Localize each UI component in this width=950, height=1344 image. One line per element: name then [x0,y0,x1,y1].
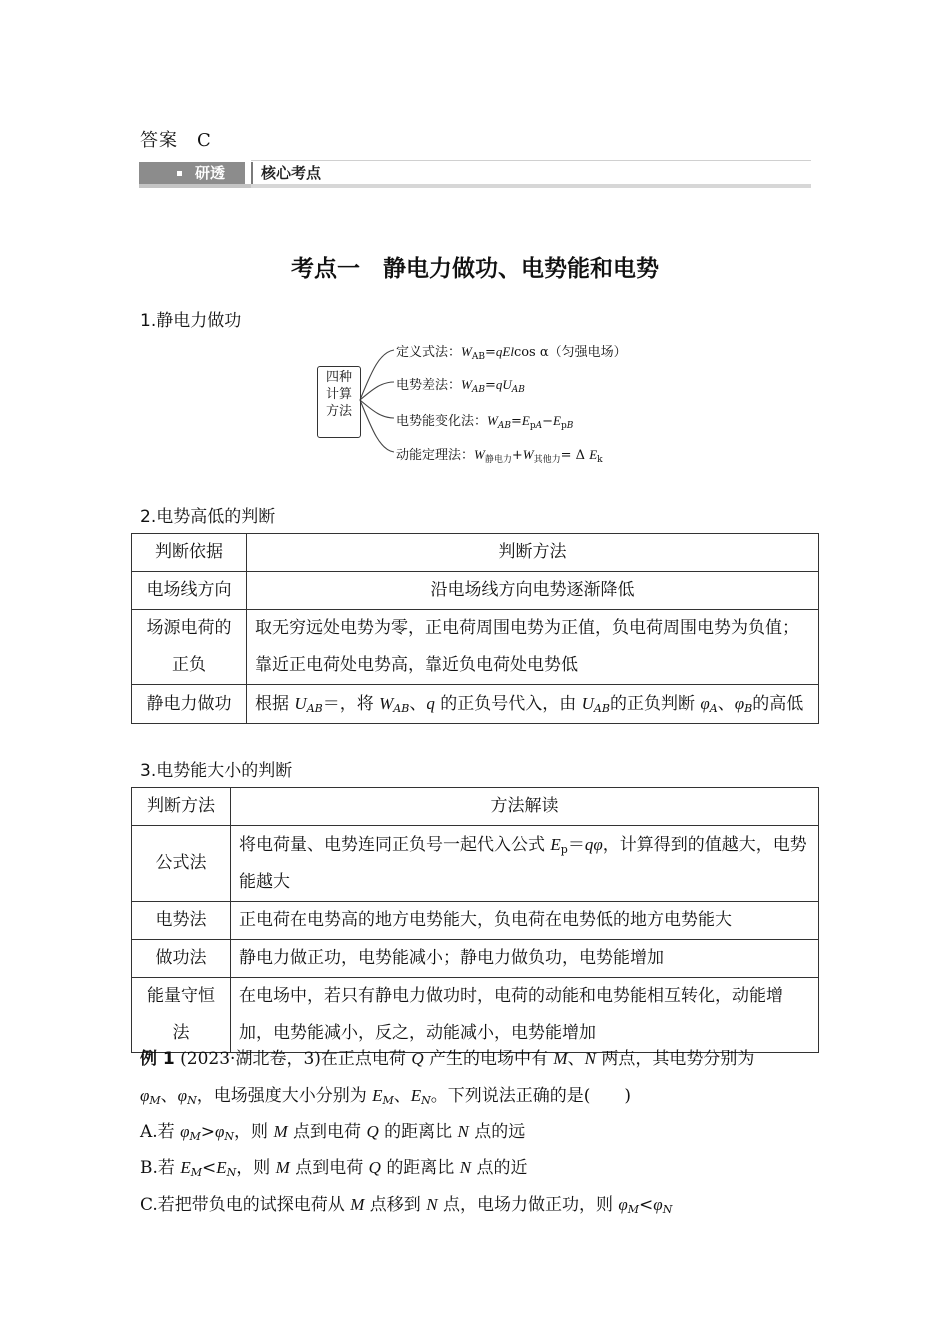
method-kinetic-energy: 动能定理法：$W_{静电力}+W_{其他力}= \Delta$ $E_k$ [396,447,603,465]
table-cell: 能量守恒法 [132,978,231,1053]
table-cell: 公式法 [132,826,231,902]
answer-value: C [197,130,212,151]
table-row [132,610,819,685]
banner-tab-label: 研透 [195,164,226,182]
table-cell: 静电力做正功，电势能减小；静电力做负功，电势能增加 [231,940,819,978]
table-row [132,534,819,572]
table-cell: 取无穷远处电势为零，正电荷周围电势为正值，负电荷周围电势为负值；靠近正电荷处电势高，靠近负电荷处电势低 [247,610,819,685]
table-cell: 电势法 [132,902,231,940]
answer-label: 答案 [140,130,178,151]
table-cell: 正电荷在电势高的地方电势能大，负电荷在电势低的地方电势能大 [231,902,819,940]
table-header: 判断依据 [132,534,247,572]
potential-table [131,533,819,724]
table-cell: 静电力做功 [132,685,247,724]
option-a: A.若 $\varphi_M>\varphi_N$，则 M 点到电荷 Q 的距离比 N 点的远 [140,1122,526,1143]
example-line-1: 例 1 (2023·湖北卷，3)在正点电荷 Q 产生的电场中有 M、N 两点，其电势分别为 [140,1049,755,1069]
square-bullet-icon [177,171,182,176]
table-cell: 将电荷量、电势连同正负号一起代入公式 $E_p=q\varphi$，计算得到的值越大，电势能越大 [231,826,819,902]
table-cell: 在电场中，若只有静电力做功时，电荷的动能和电势能相互转化，动能增加，电势能减小，反之，动能减小，电势能增加 [231,978,819,1053]
method-energy-change: 电势能变化法：$W_{AB}=E_{pA}-E_{pB}$ [396,413,574,431]
heading-work: 1.静电力做功 [140,311,242,331]
table-cell: 沿电场线方向电势逐渐降低 [247,572,819,610]
work-methods-diagram [310,330,670,470]
table-header: 方法解读 [231,788,819,826]
example-label: 例 1 [140,1049,175,1069]
section-title: 考点一 静电力做功、电势能和电势 [291,256,659,282]
table-header: 判断方法 [247,534,819,572]
heading-potential: 2.电势高低的判断 [140,507,276,527]
option-c: C.若把带负电的试探电荷从 M 点移到 N 点，电场力做正功，则 $\varphi_M<\varphi_N$ [140,1195,673,1216]
table-row [132,978,819,1053]
table-cell: 根据 $U_{AB}=$，将 $W_{AB}$、q 的正负号代入，由 $U_{AB}$的正负判断 $\varphi_A$、$\varphi_B$的高低 [247,685,819,724]
method-definition: 定义式法：$W_{AB}=qElcos$ α（匀强电场） [396,344,627,362]
box-line: 计算 [325,387,352,402]
table-header: 判断方法 [132,788,231,826]
table-cell: 做功法 [132,940,231,978]
banner-title: 核心考点 [261,164,322,182]
methods-box [317,366,361,438]
section-banner [139,160,811,188]
table-row [132,685,819,724]
energy-table [131,787,819,1053]
table-row [132,940,819,978]
table-row [132,572,819,610]
box-line: 四种 [325,370,352,385]
banner-tab [139,162,245,184]
example-line-2: $\varphi_M$、$\varphi_N$，电场强度大小分别为 $E_M$、$E_N$。下列说法正确的是( ) [140,1086,632,1107]
option-b: B.若 $E_M<E_N$，则 M 点到电荷 Q 的距离比 N 点的近 [140,1158,528,1179]
answer-line [140,126,212,152]
table-cell: 电场线方向 [132,572,247,610]
heading-energy: 3.电势能大小的判断 [140,761,293,781]
table-row [132,902,819,940]
table-cell: 场源电荷的正负 [132,610,247,685]
box-line: 方法 [325,404,352,419]
table-row [132,788,819,826]
method-potential-difference: 电势差法：$W_{AB}=qU_{AB}$ [396,377,525,395]
table-row [132,826,819,902]
